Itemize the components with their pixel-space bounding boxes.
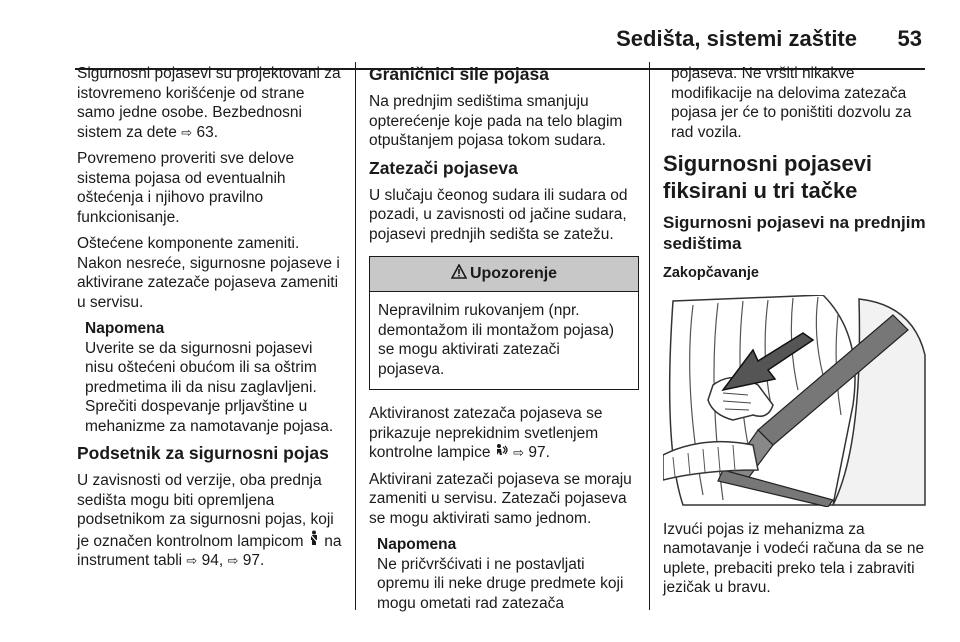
paragraph	[77, 471, 345, 571]
section-heading: Graničnici sile pojasa	[369, 64, 549, 84]
note-title: Napomena	[377, 536, 457, 553]
column-divider	[355, 62, 356, 610]
page-title: Sedišta, sistemi zaštite	[616, 26, 857, 51]
paragraph-text: na instrument tabli	[77, 532, 342, 569]
paragraph: U slučaju čeonog sudara ili sudara od pozadi, u zavisnosti od jačine sudara, pojasevi prednjih sedišta se zatežu.	[369, 186, 628, 243]
column-1	[77, 64, 345, 578]
note-text: Ne pričvršćivati i ne postavljati opremu ili neke druge predmete koji mogu ometati rad zatezača	[377, 555, 624, 612]
belt-tensioner-lamp-icon	[495, 443, 509, 463]
warning-text: Nepravilnim rukovanjem (npr. demontažom ili montažom pojasa) se mogu aktivirati zatezači pojaseva.	[378, 302, 615, 378]
note-title: Napomena	[85, 320, 165, 337]
warning-title: Upozorenje	[469, 265, 558, 283]
column-divider	[649, 62, 650, 610]
paragraph: Povremeno proveriti sve delove sistema pojasa od eventualnih oštećenja i njihovo pravilno funkcionisanje.	[77, 150, 295, 226]
paragraph-text: Aktiviranost zatezača pojaseva se prikazuje neprekidnim svetlenjem kontrolne lampice	[369, 405, 603, 461]
paragraph-text: U zavisnosti od verzije, oba prednja sedišta mogu biti opremljena podsetnikom za sigurnosni pojas, koji je označen kontrolnom lampicom	[77, 472, 334, 550]
warning-box	[369, 256, 639, 390]
paragraph-text: Sigurnosni pojasevi su projektovani za istovremeno korišćenje od strane samo jedne osobe. Bezbednosni sistem za dete	[77, 65, 341, 141]
subsubsection-heading: Zakopčavanje	[663, 265, 759, 281]
note	[377, 535, 639, 613]
section-heading: Podsetnik za sigurnosni pojas	[77, 443, 329, 463]
subsection-heading: Sigurnosni pojasevi na prednjim sedištima	[663, 213, 926, 253]
seat-belt-illustration	[663, 295, 929, 507]
paragraph: Oštećene komponente zameniti. Nakon nesreće, sigurnosne pojaseve i aktivirane zatezače pojaseva zameniti u servisu.	[77, 235, 340, 311]
page-reference-icon: ⇨	[227, 553, 239, 568]
column-2	[369, 64, 639, 620]
page-reference-icon: ⇨	[513, 445, 525, 460]
paragraph: Na prednjim sedištima smanjuju opterećenje koje pada na telo blagim otpuštanjem pojasa tokom sudara.	[369, 93, 623, 149]
warning-triangle-icon	[451, 264, 467, 285]
page-header	[0, 24, 960, 52]
section-heading: Sigurnosni pojasevi fiksirani u tri tačke	[663, 151, 873, 203]
page-reference-icon: ⇨	[181, 124, 193, 140]
paragraph	[77, 64, 345, 142]
paragraph	[369, 404, 639, 463]
page-reference[interactable]: 97.	[528, 444, 550, 461]
warning-header	[370, 257, 638, 292]
paragraph: Aktivirani zatezači pojaseva se moraju zameniti u servisu. Zatezači pojaseva se mogu aktivirati samo jednom.	[369, 470, 632, 527]
note-text: Uverite se da sigurnosni pojasevi nisu oštećeni obućom ili sa oštrim predmetima ili da nisu zaglavljeni. Sprečiti dospevanje prljavštine u mehanizme za namotavanje pojasa.	[85, 339, 334, 435]
figure-caption: Izvući pojas iz mehanizma za namotavanje i vodeći računa da se ne uplete, prebaciti preko tela i zabraviti jezičak u bravu.	[663, 520, 925, 596]
page-number: 53	[897, 26, 922, 51]
seat-belt-reminder-icon	[308, 530, 320, 552]
page-reference[interactable]: 63.	[196, 123, 219, 141]
paragraph: pojaseva. Ne vršiti nikakve modifikacije na delovima zatezača pojasa jer će to poništiti dozvolu za rad vozila.	[671, 65, 912, 141]
page-reference-icon: ⇨	[186, 553, 198, 568]
page-reference[interactable]: 94,	[201, 552, 228, 569]
page-reference[interactable]: 97.	[242, 552, 265, 569]
note	[85, 319, 345, 436]
column-3	[663, 64, 929, 605]
section-heading: Zatezači pojaseva	[369, 157, 518, 178]
